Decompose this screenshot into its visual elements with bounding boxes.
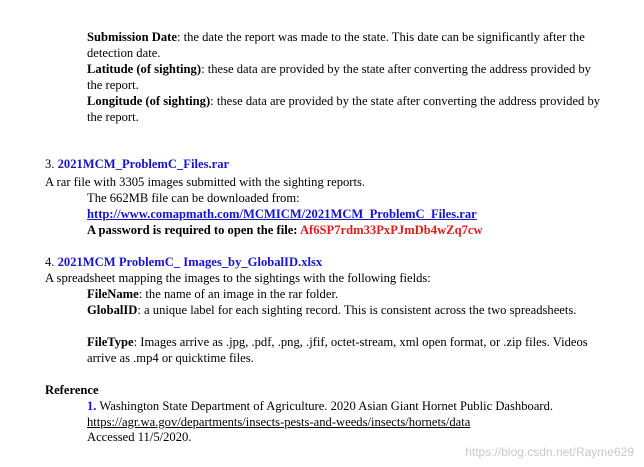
- field-name: Submission Date: [87, 30, 177, 44]
- field-filename: [87, 287, 607, 303]
- field-name: FileType: [87, 335, 134, 349]
- field-name: GlobalID: [87, 303, 138, 317]
- field-latitude: [87, 62, 607, 93]
- item3-download-text: The 662MB file can be downloaded from:: [87, 191, 300, 205]
- item4-desc: A spreadsheet mapping the images to the sightings with the following fields:: [45, 271, 431, 285]
- item3-number: 3.: [45, 157, 55, 171]
- field-name: FileName: [87, 287, 139, 301]
- field-desc: : a unique label for each sighting record. This is consistent across the two spreadsheets.: [137, 303, 577, 317]
- item4-heading: [45, 255, 605, 271]
- watermark: https://blog.csdn.net/Rayme629: [465, 445, 634, 459]
- reference-heading: [45, 383, 605, 399]
- item4-number: 4.: [45, 255, 55, 269]
- item3-password-line: [87, 223, 607, 239]
- field-filetype: [87, 335, 607, 366]
- item3-heading: [45, 157, 605, 173]
- reference-accessed: Accessed 11/5/2020.: [87, 430, 192, 445]
- item3-title: 2021MCM_ProblemC_Files.rar: [57, 157, 230, 171]
- item4-title: 2021MCM ProblemC_ Images_by_GlobalID.xlsx: [57, 255, 323, 269]
- item3-desc: A rar file with 3305 images submitted with the sighting reports.: [45, 175, 366, 189]
- reference-entry: [87, 399, 597, 446]
- field-desc: : the date the report was made to the state. This date can be significantly after the detection date.: [87, 30, 585, 60]
- reference-heading-text: Reference: [45, 383, 99, 397]
- field-desc: : these data are provided by the state after converting the address provided by the report.: [87, 62, 591, 92]
- field-desc: : these data are provided by the state after converting the address provided by the report.: [87, 94, 601, 124]
- password-value: Af6SP7rdm33PxPJmDb4wZq7cw: [299, 223, 483, 237]
- reference-number: 1.: [87, 399, 97, 413]
- reference-link[interactable]: https://agr.wa.gov/departments/insects-pests-and-weeds/insects/hornets/data: [87, 414, 471, 429]
- reference-text: Washington State Department of Agriculture. 2020 Asian Giant Hornet Public Dashboard.: [96, 399, 554, 413]
- field-name: Latitude (of sighting): [87, 62, 202, 76]
- field-name: Longitude (of sighting): [87, 94, 211, 108]
- password-label: A password is required to open the file:: [87, 223, 300, 237]
- field-desc: : the name of an image in the rar folder.: [138, 287, 339, 301]
- field-longitude: [87, 94, 607, 125]
- field-submission-date: [87, 30, 607, 61]
- download-link[interactable]: http://www.comapmath.com/MCMICM/2021MCM_ProblemC_Files.rar: [87, 207, 477, 221]
- field-desc: : Images arrive as .jpg, .pdf, .png, .jfif, octet-stream, xml open format, or .zip files. Videos arrive as .mp4 or quicktime files.: [87, 335, 588, 365]
- item3-url-line: [87, 207, 607, 223]
- field-globalid: [87, 303, 607, 319]
